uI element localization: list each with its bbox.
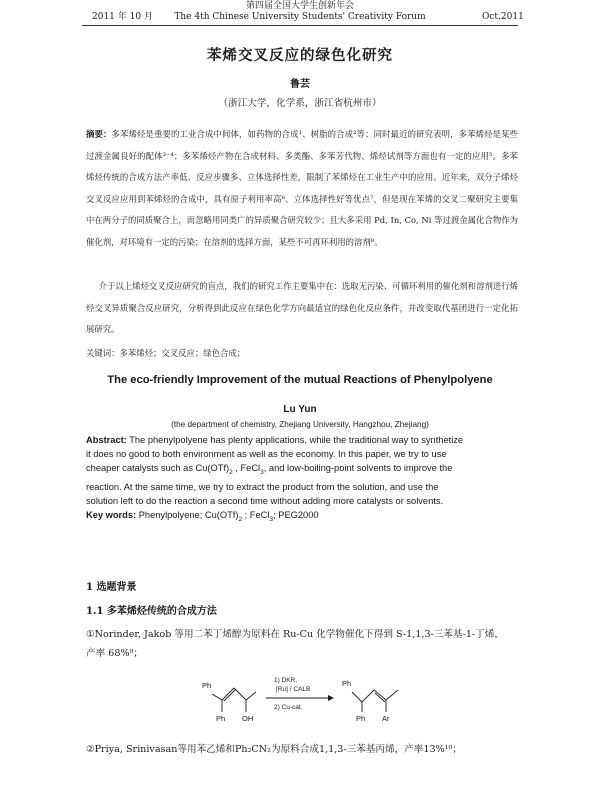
abstract-zh-label: 摘要： xyxy=(86,129,112,139)
keywords-en-sub3: 3 xyxy=(269,515,274,523)
item-2: ②Priya, Srinivasan等用苯乙烯和Ph₂CN₂为原料合成1,1,3-三苯基丙烯，产率13%¹⁰； xyxy=(86,744,462,755)
item-1 xyxy=(86,625,518,663)
product-ar: Ar xyxy=(382,714,390,723)
paper-title-zh: 苯烯交叉反应的绿色化研究 xyxy=(207,47,393,64)
condition-3: 2) Cu-cat. xyxy=(274,704,303,711)
abstract-en xyxy=(86,433,518,527)
header-forum-zh: 第四届全国大学生创新年会 xyxy=(245,1,354,11)
reactant-double-bond xyxy=(224,689,236,701)
affiliation-zh: （浙江大学，化学系，浙江省杭州市） xyxy=(218,98,382,109)
reaction-scheme xyxy=(200,672,410,726)
reactant-ph-top: Ph xyxy=(202,681,212,690)
abstract-zh-text: 多苯烯烃是重要的工业合成中间体，如药物的合成¹、树脂的合成²等；同时最近的研究表明，多苯烯烃是某些过渡金属良好的配体³⁻⁴；多苯烯烃产物在合成材料、多类酯、多苯芳代物、烯烃试剂等方面也有一定的应用⁵。多苯烯烃传统的合成方法产率低、反应步骤多、立体选择性差，限制了苯烯烃在工业生产中的应用。近年来，双分子烯烃交叉反应应用到苯烯烃的合成中，具有原子利用率高⁶、立体选择性好等优点⁷，但是现在苯烯的交叉二聚研究主要集中在两分子的同质聚合上，而忽略用同类广的异质聚合研究较少；且大多采用 Pd, In, Co, Ni 等过渡金属化合物作为催化剂，对环境有一定的污染；在溶剂的选择方面，某些不可再环利用的溶剂⁸。 xyxy=(86,129,518,247)
header-rule xyxy=(82,25,518,26)
abstract-en-text-1: The phenylpolyene has plenty applications, while the traditional way to synthetize xyxy=(126,435,464,445)
abstract-zh-para2: 介于以上烯烃交叉反应研究的盲点，我们的研究工作主要集中在：选取无污染、可循环利用的催化剂和溶剂进行烯烃交叉异质聚合反应研究，分析得到此反应在绿色化学方向最适宜的绿色化反应条件，并改变取代基团进行一定化拓展研究。 xyxy=(86,281,518,334)
section-heading-1: 1 选题背景 xyxy=(86,582,137,593)
abstract-en-line5: solution left to do the reaction a second time without adding more catalysts or solvents. xyxy=(86,495,444,506)
abstract-zh xyxy=(86,124,518,253)
abstract-en-line1 xyxy=(86,433,518,447)
product-ph-bottom: Ph xyxy=(356,714,366,723)
keywords-en-sub2: 2 xyxy=(238,515,243,523)
header-forum-en: The 4th Chinese University Students' Creativity Forum xyxy=(174,12,426,22)
reactant-oh: OH xyxy=(242,714,254,723)
abstract-en-text-3b: , FeCl xyxy=(232,463,261,473)
reaction-arrowhead xyxy=(328,695,334,701)
abstract-en-text-3a: cheaper catalysts such as Cu(OTf) xyxy=(86,463,230,473)
abstract-en-sub2: 2 xyxy=(229,468,233,476)
product-bonds xyxy=(352,690,398,702)
keywords-en-a: Phenylpolyene; Cu(OTf) xyxy=(136,509,239,520)
abstract-en-text-3c: , and low-boiling-point solvents to improve the xyxy=(263,463,453,473)
keywords-zh: 关键词：多苯烯烃；交叉反应；绿色合成； xyxy=(86,348,246,358)
abstract-en-line3 xyxy=(86,461,518,480)
reactant-bonds xyxy=(212,688,256,700)
item-1-line1: ①Norinder, Jakob 等用二苯丁烯醇为原料在 Ru-Cu 化学物催化下得到 S-1,1,3-三苯基-1-丁烯， xyxy=(86,629,504,640)
author-en: Lu Yun xyxy=(283,404,317,415)
abstract-en-line2: it does no good to both environment as well as the economy. In this paper, we try to use xyxy=(86,449,447,459)
condition-2: [Ru] / CALB xyxy=(276,686,311,693)
header-date: 2011 年 10 月 xyxy=(92,12,153,22)
abstract-en-line4: reaction. At the same time, we try to extract the product from the solution, and use the xyxy=(86,481,439,492)
keywords-en-c: ; PEG2000 xyxy=(273,509,319,520)
abstract-en-sub3: 3 xyxy=(260,468,264,476)
affiliation-en: (the department of chemistry, Zhejiang University, Hangzhou, Zhejiang) xyxy=(171,420,429,429)
paper-title-en: The eco-friendly Improvement of the mutual Reactions of Phenylpolyene xyxy=(107,374,493,386)
keywords-en xyxy=(86,508,518,527)
keywords-en-label: Key words: xyxy=(86,509,137,520)
abstract-en-label: Abstract: xyxy=(86,435,127,445)
section-heading-1-1: 1.1 多苯烯烃传统的合成方法 xyxy=(86,606,217,617)
author-zh: 鲁芸 xyxy=(290,79,310,90)
reactant-ph-bottom: Ph xyxy=(216,714,226,723)
header-date-en: Oct.2011 xyxy=(482,12,524,22)
item-1-line2: 产率 68%⁹； xyxy=(86,648,144,659)
keywords-en-b: ; FeCl xyxy=(242,509,270,520)
condition-1: 1) DKR, xyxy=(274,677,298,684)
product-ph-top: Ph xyxy=(342,679,352,688)
